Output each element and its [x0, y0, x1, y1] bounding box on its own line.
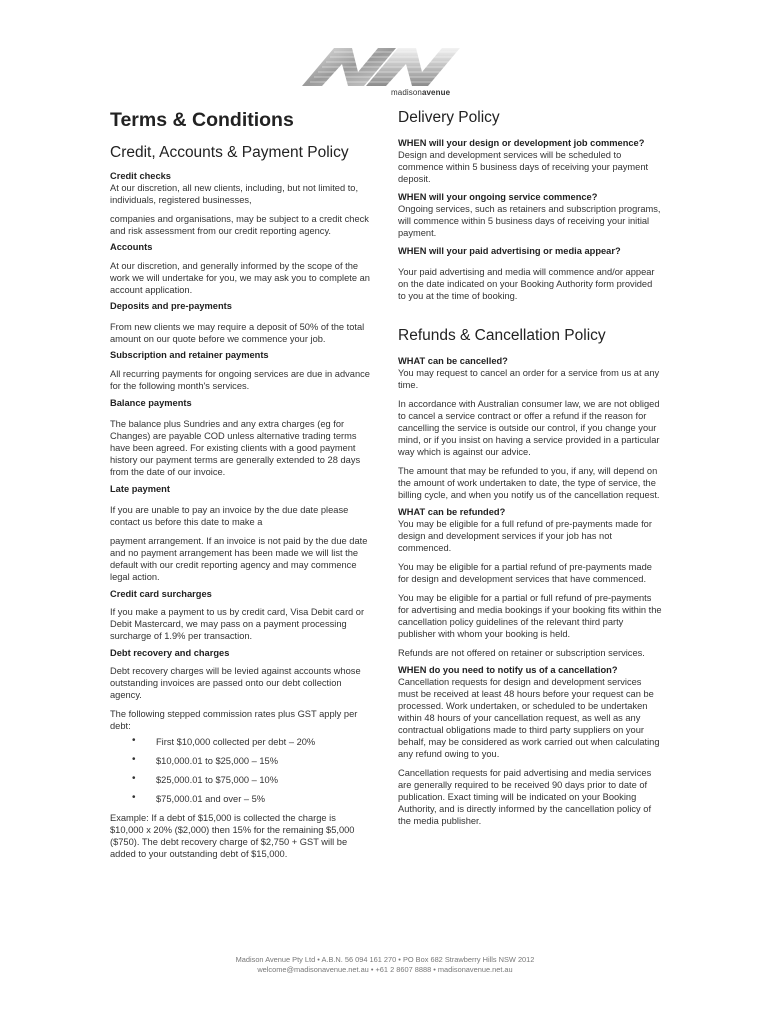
- question-heading: WHAT can be refunded?: [398, 507, 506, 517]
- page-footer: [0, 955, 770, 975]
- list-item: [110, 793, 372, 805]
- footer-address: Madison Avenue Pty Ltd • A.B.N. 56 094 161 270 • PO Box 682 Strawberry Hills NSW 2012: [235, 955, 535, 964]
- list-item: [110, 755, 372, 767]
- paragraph: Your paid advertising and media will commence and/or appear on the date indicated on your Booking Authority form provided to you at the time of booking.: [398, 267, 655, 301]
- paragraph: At our discretion, all new clients, including, but not limited to, individuals, registered businesses,: [110, 183, 359, 205]
- logo-word-bold: avenue: [421, 88, 451, 97]
- list-item-text: $25,000.01 to $75,000 – 10%: [156, 775, 278, 785]
- paragraph: If you make a payment to us by credit card, Visa Debit card or Debit Mastercard, we may pass on a payment processing surcharge of 1.9% per transaction.: [110, 607, 365, 641]
- section-title-credit: Credit, Accounts & Payment Policy: [110, 144, 349, 161]
- heading-accounts: Accounts: [110, 242, 153, 252]
- paragraph: companies and organisations, may be subject to a credit check and risk assessment from our credit reporting agency.: [110, 214, 369, 236]
- paragraph: In accordance with Australian consumer law, we are not obliged to cancel a service contract or offer a refund if the reason for cancelling the service is outside our control, if you change your mind, or if you insist on having a service provided in a particular way which is against our advice.: [398, 399, 660, 457]
- heading-subscription: Subscription and retainer payments: [110, 350, 269, 360]
- paragraph: All recurring payments for ongoing services are due in advance for the following month's services.: [110, 369, 370, 391]
- section-title-refunds: Refunds & Cancellation Policy: [398, 327, 606, 344]
- list-item-text: First $10,000 collected per debt – 20%: [156, 737, 316, 747]
- bullet-icon: •: [132, 754, 136, 765]
- paragraph: Refunds are not offered on retainer or subscription services.: [398, 648, 645, 658]
- list-item: [110, 736, 372, 748]
- paragraph: payment arrangement. If an invoice is not paid by the due date and no payment arrangement has been made we will list the default with our credit reporting agency and may commence legal action.: [110, 536, 368, 582]
- question-heading: WHEN do you need to notify us of a cancellation?: [398, 665, 618, 675]
- list-item-text: $75,000.01 and over – 5%: [156, 794, 266, 804]
- paragraph: You may be eligible for a full refund of pre-payments made for design and development services if your job has not commenced.: [398, 519, 652, 553]
- question-heading: WHEN will your design or development job commence?: [398, 138, 645, 148]
- logo-word-light: madison: [391, 88, 422, 97]
- bullet-icon: •: [132, 735, 136, 746]
- commission-tier-list: [110, 736, 372, 805]
- paragraph: Debt recovery charges will be levied against accounts whose outstanding invoices are passed onto our debt collection agency.: [110, 666, 361, 700]
- paragraph: From new clients we may require a deposit of 50% of the total amount on our quote before we commence your job.: [110, 322, 365, 344]
- footer-contact: welcome@madisonavenue.net.au • +61 2 8607 8888 • madisonavenue.net.au: [257, 965, 513, 974]
- heading-debt-recovery: Debt recovery and charges: [110, 648, 230, 658]
- paragraph: You may be eligible for a partial refund of pre-payments made for design and development services that have commenced.: [398, 562, 652, 584]
- heading-balance: Balance payments: [110, 398, 192, 408]
- paragraph: At our discretion, and generally informed by the scope of the work we will undertake for you, we may ask you to complete an account application.: [110, 261, 370, 295]
- paragraph: Cancellation requests for design and development services must be received at least 48 hours before your request can be processed. Work undertaken, or scheduled to be undertaken within 48 hours of your cancellation request, as well as any contractual obligations made to third party suppliers on your behalf, may be considered as work carried out when calculating any refund owing to you.: [398, 677, 660, 759]
- paragraph: The following stepped commission rates plus GST apply per debt:: [110, 709, 358, 731]
- bullet-icon: •: [132, 792, 136, 803]
- section-title-delivery: Delivery Policy: [398, 109, 500, 126]
- paragraph: Design and development services will be scheduled to commence within 5 business days of receiving your payment deposit.: [398, 150, 649, 184]
- paragraph: You may be eligible for a partial or full refund of pre-payments for advertising and media bookings if your booking fits within the cancellation policy guidelines of the relevant third party publisher with whom your booking is held.: [398, 593, 662, 639]
- page-title: Terms & Conditions: [110, 109, 294, 131]
- heading-late-payment: Late payment: [110, 484, 170, 494]
- logo-mark-icon: [300, 42, 470, 90]
- paragraph: If you are unable to pay an invoice by the due date please contact us before this date to make a: [110, 505, 349, 527]
- heading-credit-checks: Credit checks: [110, 171, 171, 181]
- question-heading: WHAT can be cancelled?: [398, 356, 508, 366]
- paragraph: Example: If a debt of $15,000 is collected the charge is $10,000 x 20% ($2,000) then 15% for the remaining $5,000 ($750). The debt recovery charge of $2,750 + GST will be added to your outstanding debt of $15,000.: [110, 813, 355, 859]
- question-heading: WHEN will your paid advertising or media appear?: [398, 246, 621, 256]
- left-column: [110, 108, 372, 866]
- paragraph: Ongoing services, such as retainers and subscription programs, will commence within 5 business days of receiving your initial payment.: [398, 204, 661, 238]
- company-logo: [300, 42, 470, 100]
- list-item: [110, 774, 372, 786]
- list-item-text: $10,000.01 to $25,000 – 15%: [156, 756, 278, 766]
- bullet-icon: •: [132, 773, 136, 784]
- logo-wordmark: [391, 88, 450, 97]
- heading-deposits: Deposits and pre-payments: [110, 301, 232, 311]
- paragraph: Cancellation requests for paid advertising and media services are generally required to be received 90 days prior to date of publication. Exact timing will be indicated on your Booking Authority, and is directly informed by the cancellation policy of the media publisher.: [398, 768, 652, 826]
- paragraph: The amount that may be refunded to you, if any, will depend on the amount of work undertaken to date, the type of service, the billing cycle, and when you notify us of the cancellation request.: [398, 466, 660, 500]
- paragraph: The balance plus Sundries and any extra charges (eg for Changes) are payable COD unless alternative trading terms have been agreed. For existing clients with a good payment history our payment terms are generally extended to 28 days from the date of our invoice.: [110, 419, 361, 477]
- right-column: [398, 108, 662, 833]
- paragraph: You may request to cancel an order for a service from us at any time.: [398, 368, 660, 390]
- heading-credit-card: Credit card surcharges: [110, 589, 212, 599]
- question-heading: WHEN will your ongoing service commence?: [398, 192, 598, 202]
